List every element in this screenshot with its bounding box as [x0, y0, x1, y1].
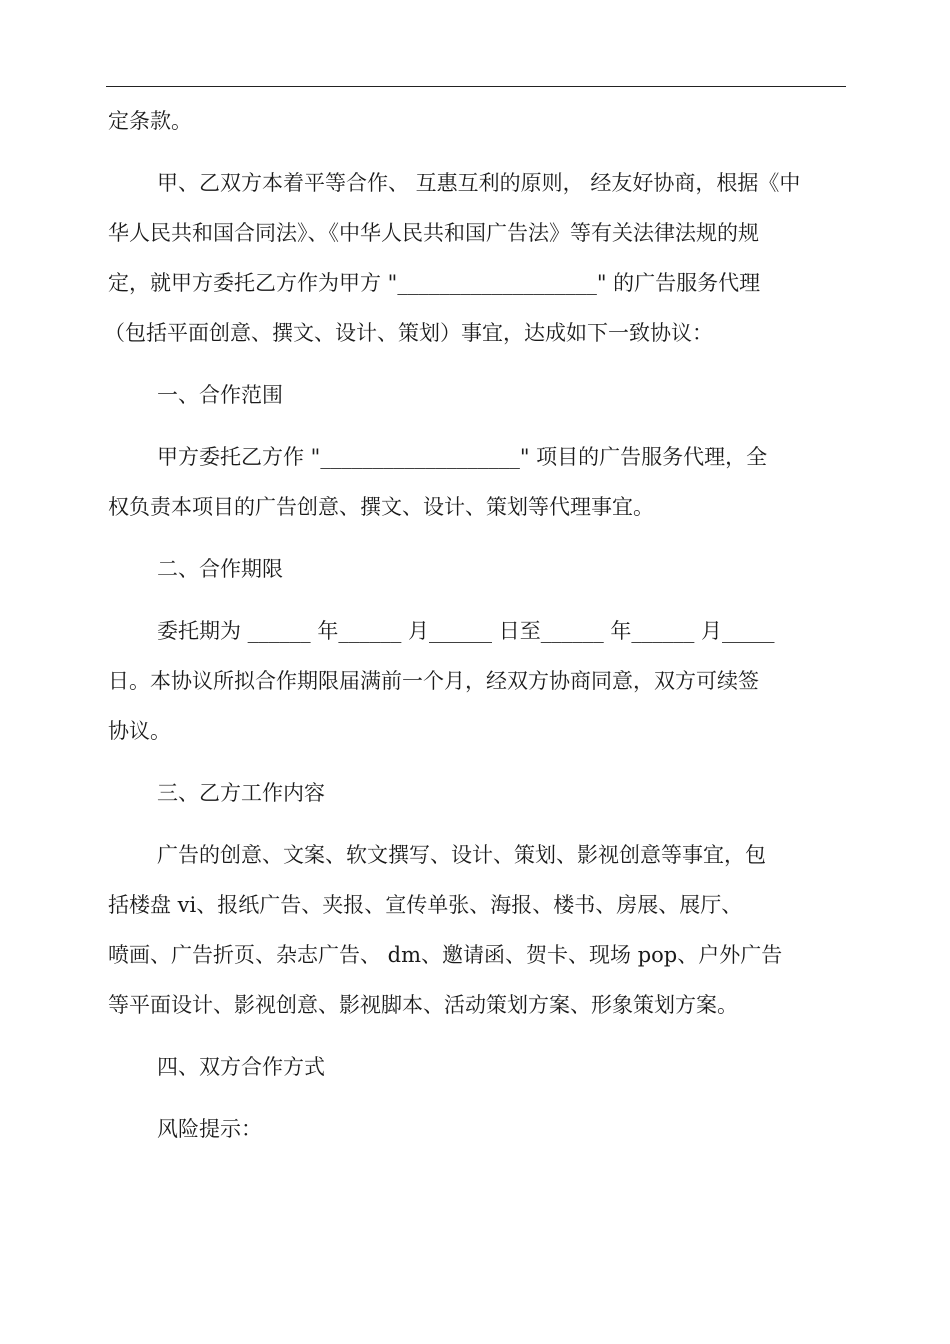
paragraph-text-line: 委托期为 ______ 年______ 月______ 日至______ 年______ 月_____ — [157, 619, 775, 643]
paragraph-text-line: （包括平面创意、撰文、设计、策划）事宜，达成如下一致协议： — [104, 321, 713, 345]
paragraph-text-line: 定，就甲方委托乙方作为甲方 "___________________" 的广告服务代理 — [108, 271, 761, 295]
paragraph-text-line: 广告的创意、文案、软文撰写、设计、策划、影视创意等事宜，包 — [157, 843, 766, 867]
section-heading: 三、乙方工作内容 — [157, 781, 325, 805]
header-rule — [106, 86, 846, 87]
paragraph-text-line: 日。本协议所拟合作期限届满前一个月，经双方协商同意，双方可续签 — [108, 669, 759, 693]
paragraph-text-line: 甲方委托乙方作 "___________________" 项目的广告服务代理，全 — [157, 445, 768, 469]
section-heading: 一、合作范围 — [157, 383, 283, 407]
paragraph-text-line: 协议。 — [108, 719, 171, 743]
paragraph-text-line: 权负责本项目的广告创意、撰文、设计、策划等代理事宜。 — [108, 495, 654, 519]
section-heading: 二、合作期限 — [157, 557, 283, 581]
paragraph-text-line: 等平面设计、影视创意、影视脚本、活动策划方案、形象策划方案。 — [108, 993, 738, 1017]
text-line: 定条款。 — [108, 109, 192, 133]
paragraph-text-line: 风险提示： — [157, 1117, 262, 1141]
paragraph-text-line: 括楼盘 vi、报纸广告、夹报、宣传单张、海报、楼书、房展、展厅、 — [108, 893, 743, 917]
paragraph-text-line: 喷画、广告折页、杂志广告、 dm、邀请函、贺卡、现场 pop、户外广告 — [108, 943, 783, 967]
paragraph-text-line: 华人民共和国合同法》、《中华人民共和国广告法》等有关法律法规的规 — [108, 221, 759, 245]
paragraph-text-line: 甲、乙双方本着平等合作、 互惠互利的原则， 经友好协商，根据《中 — [157, 171, 801, 195]
section-heading: 四、双方合作方式 — [157, 1055, 325, 1079]
